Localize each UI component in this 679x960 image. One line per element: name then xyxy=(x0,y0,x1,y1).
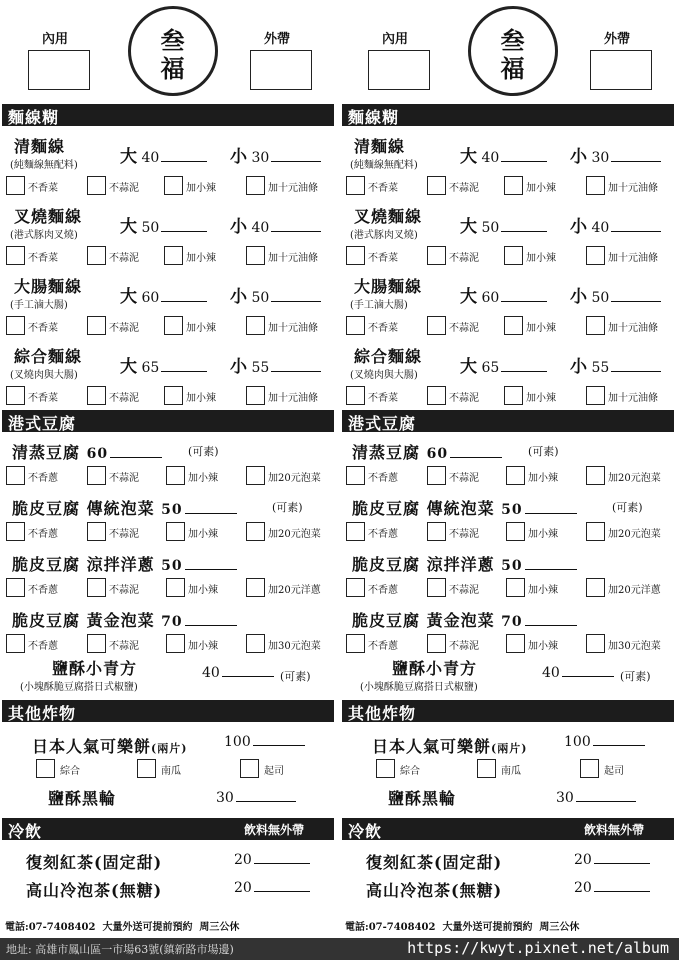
option-checkbox[interactable] xyxy=(164,176,183,195)
takeout-label: 外帶 xyxy=(264,32,291,47)
watermark-url[interactable]: https://kwyt.pixnet.net/album xyxy=(407,939,669,957)
option-checkbox[interactable] xyxy=(427,386,446,405)
option-label: 加十元油條 xyxy=(268,183,318,194)
option-checkbox[interactable] xyxy=(427,176,446,195)
option-checkbox[interactable] xyxy=(87,634,106,653)
option-checkbox[interactable] xyxy=(346,522,365,541)
drink-price: 20 xyxy=(574,852,650,868)
noodle-desc: (手工滷大腸) xyxy=(350,300,408,311)
tofu-item: 脆皮豆腐 涼拌洋蔥 50 xyxy=(352,552,577,575)
option-label: 加20元泡菜 xyxy=(268,529,321,540)
option-checkbox[interactable] xyxy=(246,246,265,265)
croquette-option-checkbox[interactable] xyxy=(240,759,259,778)
option-label: 不蒜泥 xyxy=(109,323,139,334)
option-label: 不蒜泥 xyxy=(109,393,139,404)
option-checkbox[interactable] xyxy=(246,578,265,597)
small-price: 小 40 xyxy=(570,212,661,237)
option-label: 加小辣 xyxy=(526,253,556,264)
noodle-name: 綜合麵線 xyxy=(354,347,423,366)
option-checkbox[interactable] xyxy=(427,634,446,653)
tofu-item: 脆皮豆腐 黃金泡菜 70 xyxy=(12,608,237,631)
option-checkbox[interactable] xyxy=(87,522,106,541)
option-checkbox[interactable] xyxy=(586,634,605,653)
noodle-name: 叉燒麵線 xyxy=(14,207,83,226)
noodle-name: 清麵線 xyxy=(14,137,66,156)
tofu-veg: (可素) xyxy=(272,501,303,514)
option-checkbox[interactable] xyxy=(346,316,365,335)
option-label: 不香菜 xyxy=(368,323,398,334)
drink-price: 20 xyxy=(234,852,310,868)
option-checkbox[interactable] xyxy=(6,522,25,541)
croquette-price: 100 xyxy=(224,734,305,750)
option-checkbox[interactable] xyxy=(427,578,446,597)
large-price: 大 50 xyxy=(460,212,547,237)
option-checkbox[interactable] xyxy=(586,522,605,541)
option-label: 加小辣 xyxy=(186,393,216,404)
option-checkbox[interactable] xyxy=(164,316,183,335)
option-label: 不蒜泥 xyxy=(449,473,479,484)
option-label: 不蒜泥 xyxy=(109,585,139,596)
takeout-box[interactable] xyxy=(250,50,312,90)
option-label: 加20元泡菜 xyxy=(608,529,661,540)
drink-name: 復刻紅茶(固定甜) xyxy=(366,853,503,872)
option-checkbox[interactable] xyxy=(586,176,605,195)
brand-logo: 叁 福 xyxy=(468,6,558,96)
option-label: 加20元洋蔥 xyxy=(268,585,321,596)
option-checkbox[interactable] xyxy=(6,578,25,597)
option-checkbox[interactable] xyxy=(246,316,265,335)
dine-in-label: 內用 xyxy=(382,32,409,47)
large-price: 大 40 xyxy=(460,142,547,167)
noodle-name: 叉燒麵線 xyxy=(354,207,423,226)
option-checkbox[interactable] xyxy=(506,634,525,653)
option-checkbox[interactable] xyxy=(586,386,605,405)
option-label: 不蒜泥 xyxy=(109,473,139,484)
salt-tofu-price: 40 xyxy=(202,665,274,681)
option-label: 加小辣 xyxy=(528,585,558,596)
noodle-desc: (港式豚肉叉燒) xyxy=(10,230,78,241)
section-bar-fried: 其他炸物 xyxy=(2,700,334,722)
option-label: 不香菜 xyxy=(368,393,398,404)
option-checkbox[interactable] xyxy=(427,522,446,541)
option-checkbox[interactable] xyxy=(87,466,106,485)
option-label: 加20元泡菜 xyxy=(608,473,661,484)
option-checkbox[interactable] xyxy=(346,578,365,597)
option-label: 加十元油條 xyxy=(608,253,658,264)
option-label: 不香菜 xyxy=(28,253,58,264)
option-checkbox[interactable] xyxy=(164,386,183,405)
tofu-veg: (可素) xyxy=(188,445,219,458)
noodle-name: 大腸麵線 xyxy=(354,277,423,296)
option-checkbox[interactable] xyxy=(6,176,25,195)
option-checkbox[interactable] xyxy=(6,386,25,405)
salt-tofu-veg: (可素) xyxy=(280,670,311,683)
option-label: 加十元油條 xyxy=(608,183,658,194)
tofu-item: 脆皮豆腐 黃金泡菜 70 xyxy=(352,608,577,631)
option-label: 不香蔥 xyxy=(368,585,398,596)
option-checkbox[interactable] xyxy=(6,466,25,485)
section-bar-drinks: 冷飲 飲料無外帶 xyxy=(342,818,674,840)
dine-in-box[interactable] xyxy=(28,50,90,90)
option-label: 不香蔥 xyxy=(28,585,58,596)
tofu-item: 清蒸豆腐 60 xyxy=(352,440,502,463)
section-bar-noodles: 麵線糊 xyxy=(2,104,334,126)
noodle-name: 大腸麵線 xyxy=(14,277,83,296)
option-checkbox[interactable] xyxy=(166,466,185,485)
option-label: 加十元油條 xyxy=(608,393,658,404)
option-label: 不香蔥 xyxy=(368,473,398,484)
drink-name: 高山冷泡茶(無糖) xyxy=(366,881,503,900)
option-label: 不香蔥 xyxy=(368,529,398,540)
option-checkbox[interactable] xyxy=(504,176,523,195)
drink-name: 復刻紅茶(固定甜) xyxy=(26,853,163,872)
large-price: 大 65 xyxy=(120,352,207,377)
option-checkbox[interactable] xyxy=(87,316,106,335)
option-checkbox[interactable] xyxy=(346,466,365,485)
option-checkbox[interactable] xyxy=(246,634,265,653)
option-label: 加小辣 xyxy=(528,641,558,652)
option-checkbox[interactable] xyxy=(166,634,185,653)
option-label: 不蒜泥 xyxy=(449,323,479,334)
option-checkbox[interactable] xyxy=(427,466,446,485)
noodle-desc: (叉燒肉與大腸) xyxy=(10,370,78,381)
large-price: 大 65 xyxy=(460,352,547,377)
tofu-item: 脆皮豆腐 傳統泡菜 50 xyxy=(12,496,237,519)
tofu-veg: (可素) xyxy=(612,501,643,514)
takeout-label: 外帶 xyxy=(604,32,631,47)
drink-price: 20 xyxy=(574,880,650,896)
salt-wheel-name: 鹽酥黑輪 xyxy=(388,789,457,808)
section-bar-tofu: 港式豆腐 xyxy=(2,410,334,432)
salt-wheel-price: 30 xyxy=(556,790,636,806)
option-checkbox[interactable] xyxy=(586,316,605,335)
small-price: 小 50 xyxy=(230,282,321,307)
noodle-desc: (純麵線無配料) xyxy=(10,160,78,171)
option-checkbox[interactable] xyxy=(246,466,265,485)
croquette-option-label: 南瓜 xyxy=(501,766,521,777)
section-bar-tofu: 港式豆腐 xyxy=(342,410,674,432)
dine-in-label: 內用 xyxy=(42,32,69,47)
option-checkbox[interactable] xyxy=(87,176,106,195)
croquette-option-label: 南瓜 xyxy=(161,766,181,777)
option-checkbox[interactable] xyxy=(346,386,365,405)
option-checkbox[interactable] xyxy=(6,634,25,653)
option-label: 加小辣 xyxy=(186,253,216,264)
option-checkbox[interactable] xyxy=(427,316,446,335)
option-label: 不香菜 xyxy=(28,323,58,334)
noodle-desc: (叉燒肉與大腸) xyxy=(350,370,418,381)
tofu-item: 脆皮豆腐 傳統泡菜 50 xyxy=(352,496,577,519)
option-label: 不香菜 xyxy=(28,393,58,404)
option-label: 不蒜泥 xyxy=(109,529,139,540)
salt-tofu-veg: (可素) xyxy=(620,670,651,683)
option-label: 不蒜泥 xyxy=(449,529,479,540)
salt-wheel-price: 30 xyxy=(216,790,296,806)
option-label: 不蒜泥 xyxy=(449,393,479,404)
address-text: 地址: 高雄市鳳山區一市場63號(鎮新路市場邊) xyxy=(6,943,234,956)
drink-price: 20 xyxy=(234,880,310,896)
option-label: 加小辣 xyxy=(186,323,216,334)
tofu-item: 脆皮豆腐 涼拌洋蔥 50 xyxy=(12,552,237,575)
footer-contact: 電話:07-7408402 大量外送可提前預約 周三公休 xyxy=(345,922,580,933)
option-checkbox[interactable] xyxy=(506,466,525,485)
small-price: 小 30 xyxy=(230,142,321,167)
croquette-option-label: 起司 xyxy=(264,766,284,777)
option-checkbox[interactable] xyxy=(427,246,446,265)
option-checkbox[interactable] xyxy=(504,246,523,265)
option-checkbox[interactable] xyxy=(6,316,25,335)
option-label: 加小辣 xyxy=(188,585,218,596)
option-label: 加十元油條 xyxy=(268,323,318,334)
noodle-desc: (港式豚肉叉燒) xyxy=(350,230,418,241)
option-checkbox[interactable] xyxy=(87,578,106,597)
large-price: 大 40 xyxy=(120,142,207,167)
croquette-option-label: 綜合 xyxy=(60,766,80,777)
address-bar xyxy=(0,938,679,960)
option-label: 不蒜泥 xyxy=(109,253,139,264)
noodle-desc: (手工滷大腸) xyxy=(10,300,68,311)
salt-tofu-name: 鹽酥小青方 xyxy=(52,659,138,678)
section-bar-drinks: 冷飲 飲料無外帶 xyxy=(2,818,334,840)
noodle-desc: (純麵線無配料) xyxy=(350,160,418,171)
option-checkbox[interactable] xyxy=(346,176,365,195)
footer-contact: 電話:07-7408402 大量外送可提前預約 周三公休 xyxy=(5,922,240,933)
option-checkbox[interactable] xyxy=(246,176,265,195)
dine-in-box[interactable] xyxy=(368,50,430,90)
small-price: 小 40 xyxy=(230,212,321,237)
noodle-name: 清麵線 xyxy=(354,137,406,156)
croquette-option-label: 綜合 xyxy=(400,766,420,777)
option-checkbox[interactable] xyxy=(586,466,605,485)
small-price: 小 55 xyxy=(570,352,661,377)
option-checkbox[interactable] xyxy=(504,386,523,405)
salt-tofu-desc: (小塊酥脆豆腐搭日式椒鹽) xyxy=(360,682,478,693)
option-label: 加20元泡菜 xyxy=(268,473,321,484)
croquette-name: 日本人氣可樂餅(兩片) xyxy=(32,737,188,756)
option-label: 不蒜泥 xyxy=(449,585,479,596)
option-label: 加30元泡菜 xyxy=(268,641,321,652)
croquette-option-checkbox[interactable] xyxy=(36,759,55,778)
croquette-option-label: 起司 xyxy=(604,766,624,777)
salt-tofu-desc: (小塊酥脆豆腐搭日式椒鹽) xyxy=(20,682,138,693)
large-price: 大 60 xyxy=(120,282,207,307)
option-label: 不香菜 xyxy=(28,183,58,194)
option-label: 不蒜泥 xyxy=(449,641,479,652)
order-form xyxy=(0,0,339,938)
salt-tofu-name: 鹽酥小青方 xyxy=(392,659,478,678)
croquette-name: 日本人氣可樂餅(兩片) xyxy=(372,737,528,756)
drink-name: 高山冷泡茶(無糖) xyxy=(26,881,163,900)
option-label: 加20元洋蔥 xyxy=(608,585,661,596)
salt-tofu-price: 40 xyxy=(542,665,614,681)
option-label: 加小辣 xyxy=(188,529,218,540)
option-checkbox[interactable] xyxy=(506,578,525,597)
option-label: 不香蔥 xyxy=(368,641,398,652)
option-label: 加小辣 xyxy=(526,393,556,404)
option-checkbox[interactable] xyxy=(87,386,106,405)
option-checkbox[interactable] xyxy=(246,386,265,405)
option-label: 加小辣 xyxy=(528,473,558,484)
small-price: 小 50 xyxy=(570,282,661,307)
section-bar-noodles: 麵線糊 xyxy=(342,104,674,126)
option-label: 加十元油條 xyxy=(608,323,658,334)
option-checkbox[interactable] xyxy=(586,578,605,597)
option-checkbox[interactable] xyxy=(504,316,523,335)
large-price: 大 50 xyxy=(120,212,207,237)
option-label: 不蒜泥 xyxy=(109,641,139,652)
option-label: 加十元油條 xyxy=(268,253,318,264)
option-checkbox[interactable] xyxy=(506,522,525,541)
order-form xyxy=(340,0,679,938)
option-checkbox[interactable] xyxy=(586,246,605,265)
noodle-name: 綜合麵線 xyxy=(14,347,83,366)
salt-wheel-name: 鹽酥黑輪 xyxy=(48,789,117,808)
option-label: 不香菜 xyxy=(368,253,398,264)
option-label: 加小辣 xyxy=(188,473,218,484)
option-label: 加小辣 xyxy=(188,641,218,652)
tofu-item: 清蒸豆腐 60 xyxy=(12,440,162,463)
option-checkbox[interactable] xyxy=(166,522,185,541)
option-checkbox[interactable] xyxy=(6,246,25,265)
croquette-option-checkbox[interactable] xyxy=(137,759,156,778)
small-price: 小 30 xyxy=(570,142,661,167)
croquette-option-checkbox[interactable] xyxy=(477,759,496,778)
option-label: 加小辣 xyxy=(528,529,558,540)
brand-logo: 叁 福 xyxy=(128,6,218,96)
option-label: 不蒜泥 xyxy=(449,253,479,264)
option-label: 加十元油條 xyxy=(268,393,318,404)
option-checkbox[interactable] xyxy=(166,578,185,597)
large-price: 大 60 xyxy=(460,282,547,307)
option-checkbox[interactable] xyxy=(87,246,106,265)
option-label: 加小辣 xyxy=(186,183,216,194)
option-label: 加30元泡菜 xyxy=(608,641,661,652)
option-label: 不蒜泥 xyxy=(449,183,479,194)
option-checkbox[interactable] xyxy=(164,246,183,265)
option-label: 不香蔥 xyxy=(28,529,58,540)
croquette-option-checkbox[interactable] xyxy=(580,759,599,778)
option-label: 加小辣 xyxy=(526,323,556,334)
option-checkbox[interactable] xyxy=(346,634,365,653)
section-bar-fried: 其他炸物 xyxy=(342,700,674,722)
option-checkbox[interactable] xyxy=(246,522,265,541)
option-label: 不香蔥 xyxy=(28,641,58,652)
tofu-veg: (可素) xyxy=(528,445,559,458)
option-label: 不香菜 xyxy=(368,183,398,194)
takeout-box[interactable] xyxy=(590,50,652,90)
option-label: 不蒜泥 xyxy=(109,183,139,194)
croquette-price: 100 xyxy=(564,734,645,750)
option-label: 不香蔥 xyxy=(28,473,58,484)
small-price: 小 55 xyxy=(230,352,321,377)
option-label: 加小辣 xyxy=(526,183,556,194)
option-checkbox[interactable] xyxy=(346,246,365,265)
croquette-option-checkbox[interactable] xyxy=(376,759,395,778)
